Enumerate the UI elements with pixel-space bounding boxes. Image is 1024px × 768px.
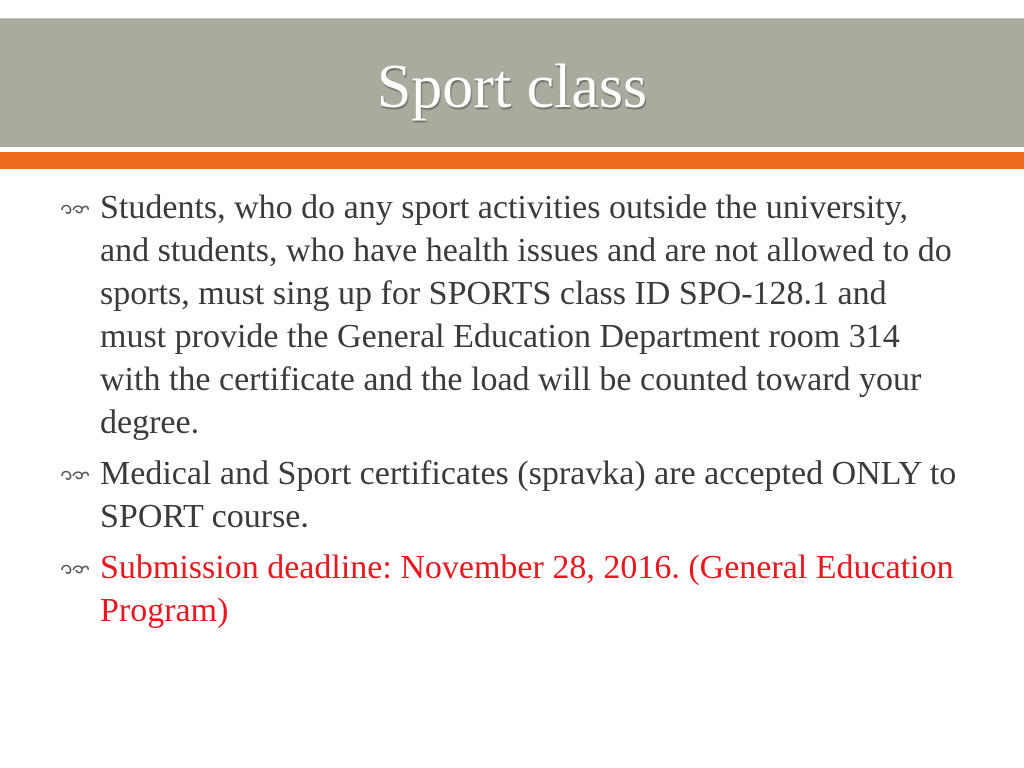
bullet-text: Medical and Sport certificates (spravka) are accepted ONLY to SPORT course.	[100, 455, 957, 535]
bullet-list	[60, 186, 960, 640]
scroll-swirl-icon	[60, 467, 92, 483]
divider	[0, 147, 1024, 150]
scroll-swirl-icon	[60, 201, 92, 217]
list-item	[60, 186, 960, 444]
deadline-text: Submission deadline: November 28, 2016. (General Education Program)	[100, 549, 954, 629]
list-item	[60, 546, 960, 632]
title-band	[0, 18, 1024, 147]
accent-bar	[0, 152, 1024, 169]
slide-title: Sport class	[376, 53, 648, 121]
scroll-swirl-icon	[60, 561, 92, 577]
bullet-text: Students, who do any sport activities outside the university, and students, who have health issues and are not allowed to do sports, must sing up for SPORTS class ID SPO-128.1 and must provide the General Education Department room 314 with the certificate and the load will be counted toward your degree.	[100, 189, 952, 441]
list-item	[60, 452, 960, 538]
